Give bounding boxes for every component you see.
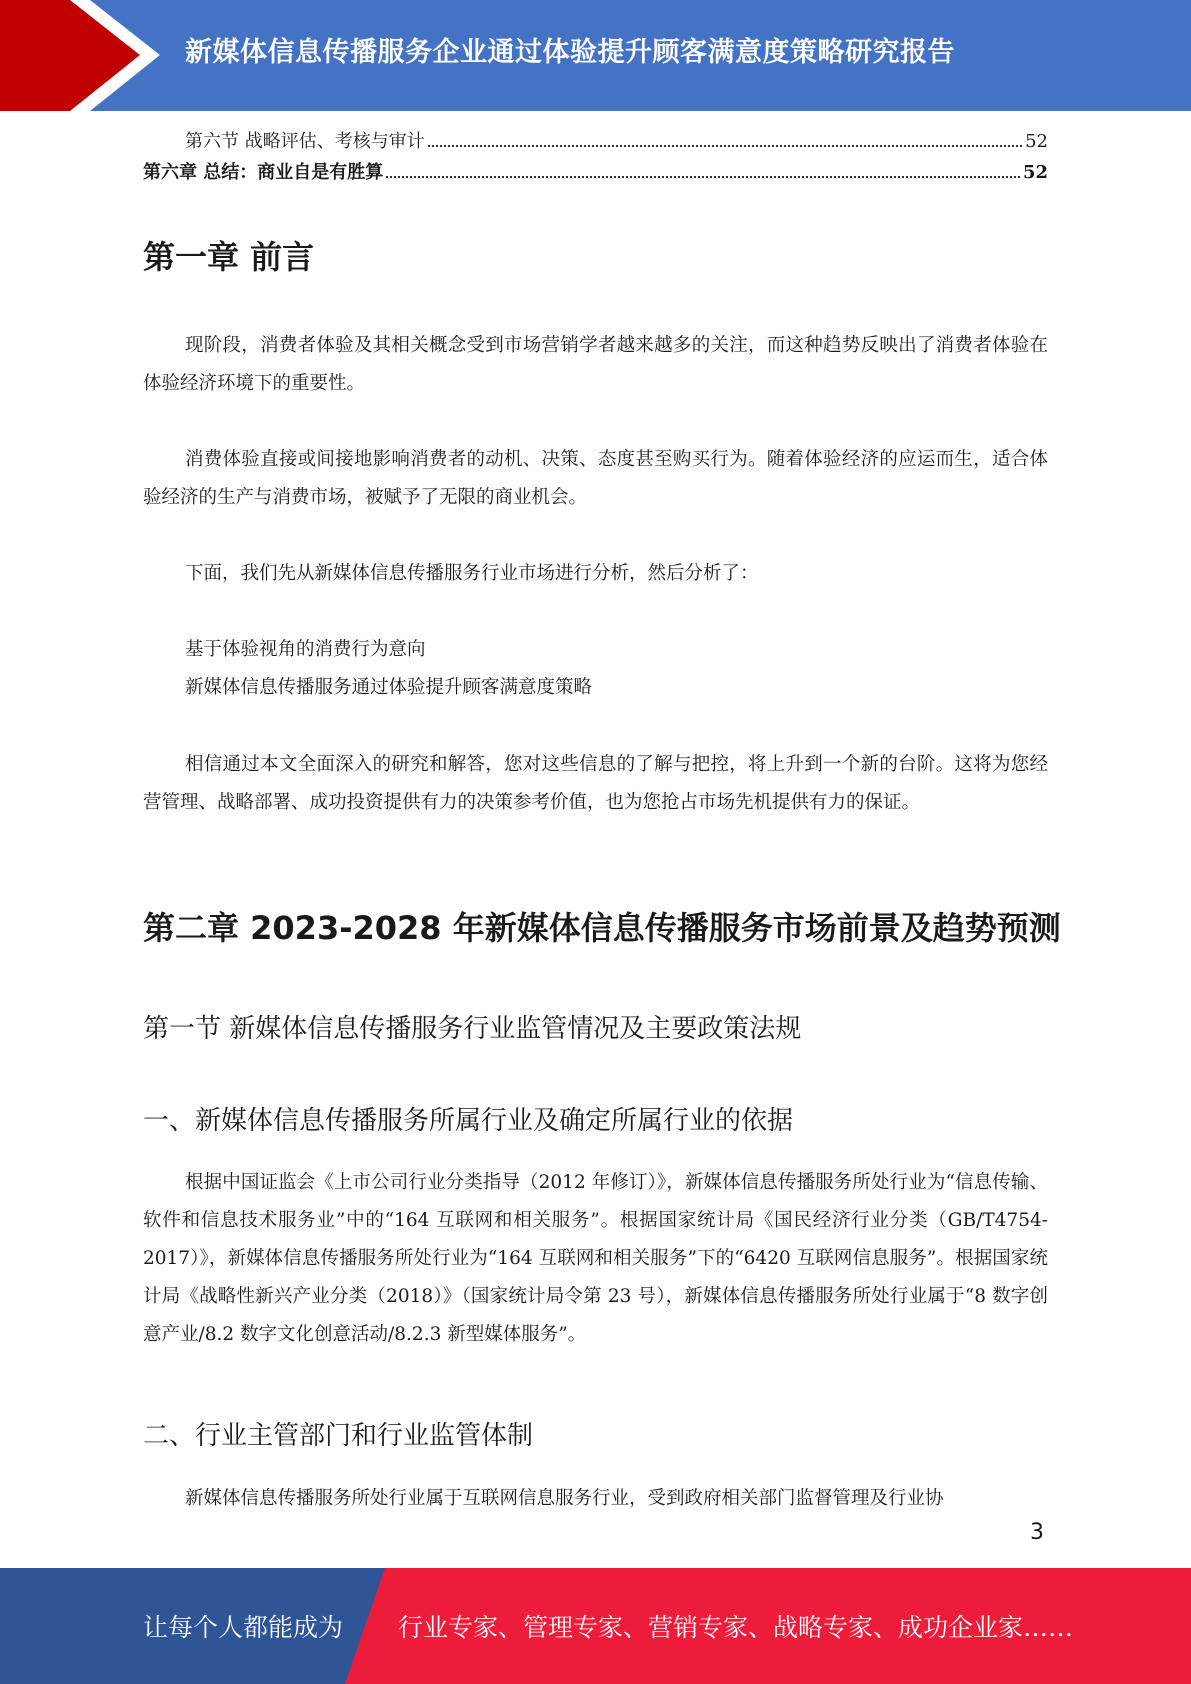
chapter-1-closing-paragraph: 相信通过本文全面深入的研究和解答，您对这些信息的了解与把控，将上升到一个新的台阶。这将为您经营管理、战略部署、成功投资提供有力的决策参考价值，也为您抢占市场先机提供有力的保证。 (143, 754, 1048, 813)
footer-slogan-left: 让每个人都能成为 (143, 1613, 344, 1642)
toc-leader-dots (386, 176, 1020, 178)
toc-entry-section[interactable] (143, 129, 1048, 155)
toc-page-number: 52 (1025, 131, 1048, 152)
subsection-1-heading: 一、新媒体信息传播服务所属行业及确定所属行业的依据 (143, 1106, 794, 1136)
subsection-2-body: 新媒体信息传播服务所处行业属于互联网信息服务行业，受到政府相关部门监督管理及行业协 (185, 1488, 944, 1509)
footer-slogan-right: 行业专家、管理专家、营销专家、战略专家、成功企业家…… (398, 1613, 1074, 1642)
toc-leader-dots (428, 145, 1022, 147)
chapter-2-heading: 第二章 2023-2028 年新媒体信息传播服务市场前景及趋势预测 (143, 909, 1061, 947)
header-banner (0, 0, 1191, 111)
subsection-1-body: 根据中国证监会《上市公司行业分类指导（2012 年修订）》，新媒体信息传播服务所处行业为“信息传输、软件和信息技术服务业”中的“164 互联网和相关服务”。根据国家统计局《国民经济行业分类（GB/T4754-2017）》，新媒体信息传播服务所处行业为“164 互联网和相关服务”下的“6420 互联网信息服务”。根据国家统计局《战略性新兴产业分类（2018）》（国家统计局令第 23 号），新媒体信息传播服务所处行业属于“8 数字创意产业/8.2 数字文化创意活动/8.2.3 新型媒体服务”。 (143, 1172, 1048, 1345)
footer-banner (0, 1568, 1191, 1684)
chapter-1-paragraph: 下面，我们先从新媒体信息传播服务行业市场进行分析，然后分析了： (185, 563, 759, 584)
toc-entry-chapter[interactable] (143, 160, 1048, 186)
chapter-1-paragraph: 现阶段，消费者体验及其相关概念受到市场营销学者越来越多的关注，而这种趋势反映出了消费者体验在体验经济环境下的重要性。 (143, 335, 1048, 394)
chapter-1-paragraph: 消费体验直接或间接地影响消费者的动机、决策、态度甚至购买行为。随着体验经济的应运而生，适合体验经济的生产与消费市场，被赋予了无限的商业机会。 (143, 449, 1048, 508)
toc-page-number: 52 (1022, 162, 1048, 183)
chapter-1-heading: 第一章 前言 (143, 238, 315, 276)
chapter-1-list-item: 新媒体信息传播服务通过体验提升顾客满意度策略 (185, 677, 593, 698)
subsection-2-heading: 二、行业主管部门和行业监管体制 (143, 1421, 534, 1451)
page-number: 3 (1030, 1520, 1044, 1545)
chapter-1-list-item: 基于体验视角的消费行为意向 (185, 639, 426, 660)
toc-label: 第六节 战略评估、考核与审计 (185, 131, 425, 152)
report-title: 新媒体信息传播服务企业通过体验提升顾客满意度策略研究报告 (185, 37, 955, 68)
section-1-heading: 第一节 新媒体信息传播服务行业监管情况及主要政策法规 (143, 1014, 802, 1044)
toc-label: 第六章 总结：商业自是有胜算 (143, 162, 384, 183)
